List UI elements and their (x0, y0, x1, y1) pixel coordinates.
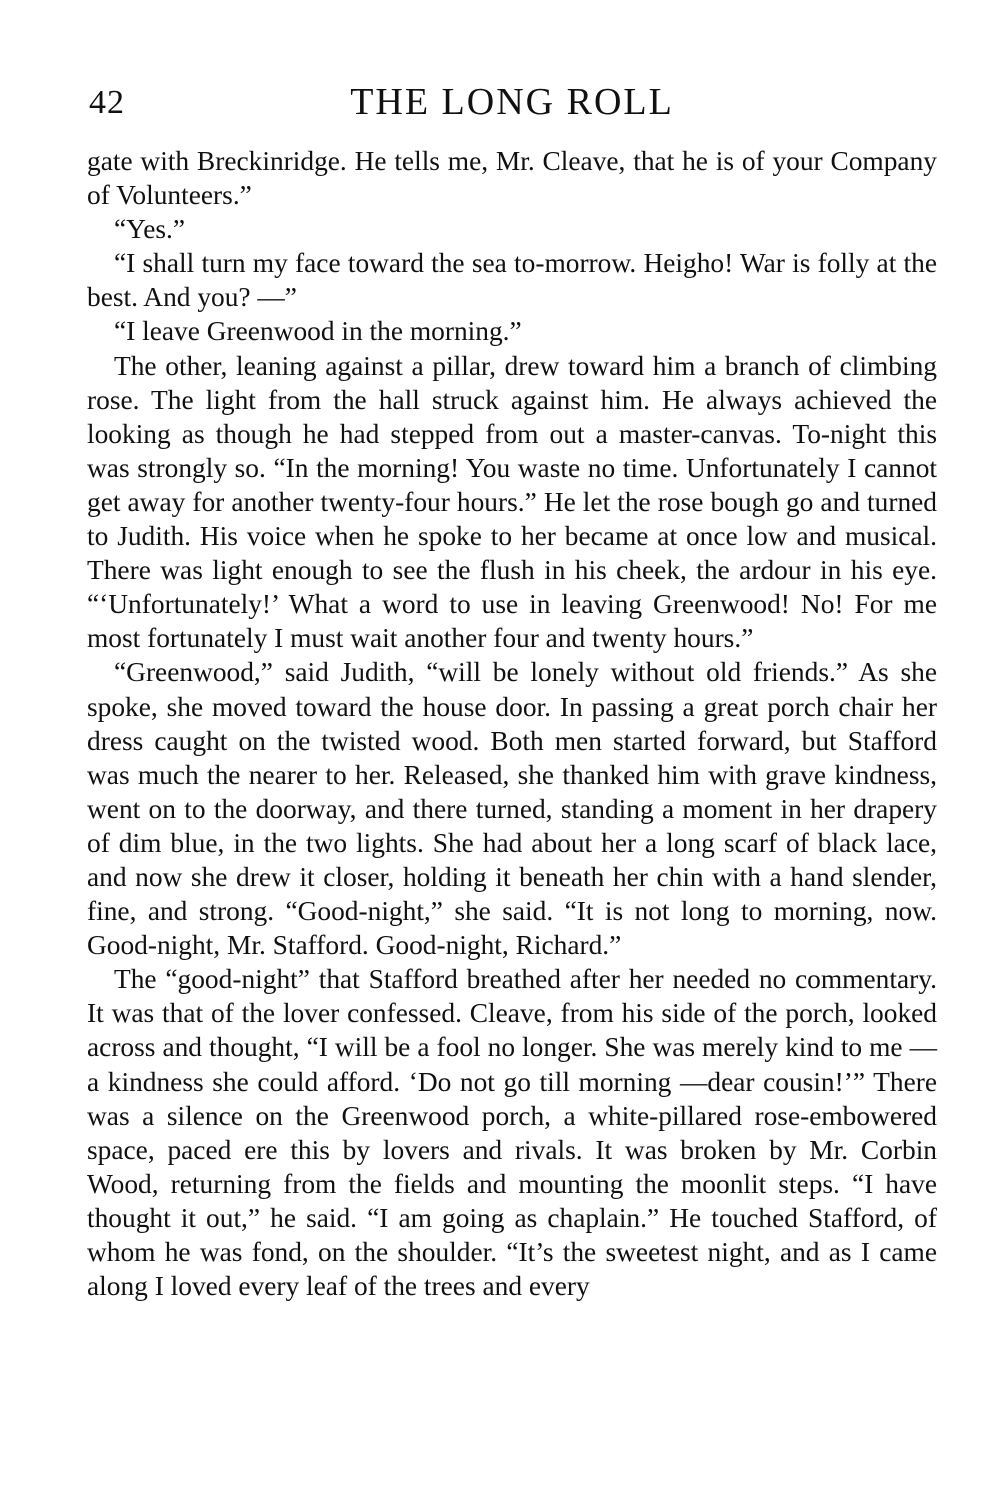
paragraph: The other, leaning against a pillar, drew toward him a branch of climbing rose. The light from the hall struck against him. He always achieved the looking as though he had stepped from out a master-canvas. To-night this was strongly so. “In the morning! You waste no time. Unfortunately I cannot get away for another twenty-four hours.” He let the rose bough go and turned to Judith. His voice when he spoke to her became at once low and musical. There was light enough to see the flush in his cheek, the ardour in his eye. “‘Unfortunately!’ What a word to use in leaving Greenwood! No! For me most fortunately I must wait another four and twenty hours.” (87, 350, 937, 654)
paragraph: gate with Breckinridge. He tells me, Mr. Cleave, that he is of your Company of Volunteers.” (87, 146, 937, 211)
paragraph: “I shall turn my face toward the sea to-morrow. Heigho! War is folly at the best. And you? —” (87, 248, 937, 313)
paragraph: “Yes.” (114, 214, 186, 245)
page-number: 42 (89, 84, 125, 121)
running-title: THE LONG ROLL (350, 81, 674, 123)
book-page (87, 78, 937, 1303)
body-text (87, 144, 937, 1303)
paragraph: “Greenwood,” said Judith, “will be lonely without old friends.” As she spoke, she moved toward the house door. In passing a great porch chair her dress caught on the twisted wood. Both men started forward, but Stafford was much the nearer to her. Released, she thanked him with grave kindness, went on to the doorway, and there turned, standing a moment in her drapery of dim blue, in the two lights. She had about her a long scarf of black lace, and now she drew it closer, holding it beneath her chin with a hand slender, fine, and strong. “Good-night,” she said. “It is not long to morning, now. Good-night, Mr. Stafford. Good-night, Richard.” (87, 657, 937, 961)
paragraph: “I leave Greenwood in the morning.” (114, 316, 522, 347)
paragraph: The “good-night” that Stafford breathed after her needed no commentary. It was that of the lover confessed. Cleave, from his side of the porch, looked across and thought, “I will be a fool no longer. She was merely kind to me — a kindness she could afford. ‘Do not go till morning —dear cousin!’” There was a silence on the Greenwood porch, a white-pillared rose-embowered space, paced ere this by lovers and rivals. It was broken by Mr. Corbin Wood, returning from the fields and mounting the moonlit steps. “I have thought it out,” he said. “I am going as chaplain.” He touched Stafford, of whom he was fond, on the shoulder. “It’s the sweetest night, and as I came along I loved every leaf of the trees and every (87, 964, 937, 1302)
running-head (87, 78, 937, 130)
